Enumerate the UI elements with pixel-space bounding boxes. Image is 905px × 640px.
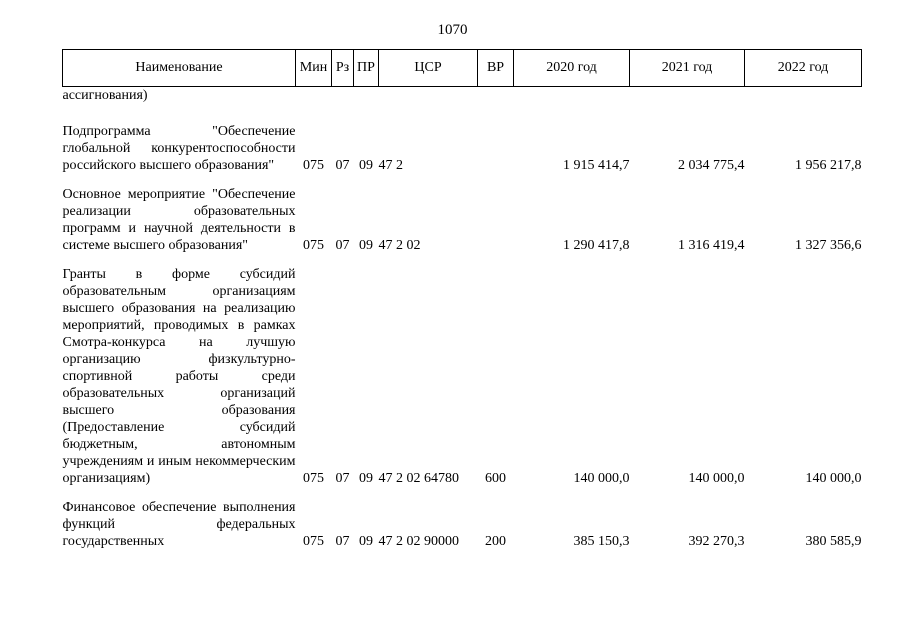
page-number: 1070: [437, 22, 468, 38]
table-row: [63, 104, 862, 174]
row-pr: [354, 87, 379, 105]
row-rz: 07: [335, 238, 350, 253]
row-pr: 09: [359, 158, 373, 173]
row-2022: 1 956 217,8: [795, 158, 862, 173]
row-csr: 47 2: [378, 158, 403, 173]
table-row: [63, 254, 862, 487]
row-csr: [379, 87, 478, 105]
row-pr: 09: [359, 534, 373, 549]
row-min: [296, 87, 332, 105]
row-rz: [332, 87, 354, 105]
row-csr: 47 2 02 90000: [378, 534, 459, 549]
row-pr: 09: [359, 471, 373, 486]
row-2022: 380 585,9: [805, 534, 862, 549]
row-rz: 07: [335, 471, 350, 486]
row-name: Финансовое обеспечение выполнения функций федеральных государственных: [62, 500, 296, 549]
table-row: [63, 174, 862, 254]
table-row: [63, 487, 862, 550]
row-2022: [745, 87, 862, 105]
row-min: 075: [303, 158, 324, 173]
row-pr: 09: [359, 238, 373, 253]
row-rz: 07: [335, 158, 350, 173]
row-2020: 1 915 414,7: [563, 158, 630, 173]
row-2020: 140 000,0: [573, 471, 630, 486]
row-min: 075: [303, 471, 324, 486]
row-name: ассигнования): [62, 88, 148, 103]
row-vr: 200: [485, 534, 506, 549]
header-csr: ЦСР: [379, 50, 478, 87]
row-2020: 385 150,3: [573, 534, 630, 549]
row-vr: [478, 87, 514, 105]
row-csr: 47 2 02: [378, 238, 421, 253]
header-2021: 2021 год: [630, 50, 745, 87]
header-min: Мин: [296, 50, 332, 87]
row-min: 075: [303, 534, 324, 549]
header-rz: Рз: [332, 50, 354, 87]
row-rz: 07: [335, 534, 350, 549]
header-vr: ВР: [478, 50, 514, 87]
row-2020: 1 290 417,8: [563, 238, 630, 253]
header-2022: 2022 год: [745, 50, 862, 87]
table-row: [63, 87, 862, 105]
row-csr: 47 2 02 64780: [378, 471, 459, 486]
header-2020: 2020 год: [514, 50, 630, 87]
row-2021: [630, 87, 745, 105]
row-2020: [514, 87, 630, 105]
row-vr: [478, 174, 514, 254]
row-2022: 140 000,0: [805, 471, 862, 486]
row-2021: 1 316 419,4: [678, 238, 745, 253]
table-header-row: [63, 50, 862, 87]
row-vr: [478, 104, 514, 174]
row-name: Гранты в форме субсидий образовательным организациям высшего образования на реализацию мероприятий, проводимых в рамках Смотра-конкурса на лучшую организацию физкультурно-спортивной работы среди образовательных организаций высшего образования (Предоставление субсидий бюджетным, автономным учреждениям и иным некоммерческим организациям): [62, 267, 296, 486]
header-pr: ПР: [354, 50, 379, 87]
header-name: Наименование: [63, 50, 296, 87]
row-2022: 1 327 356,6: [795, 238, 862, 253]
row-vr: 600: [485, 471, 506, 486]
row-2021: 392 270,3: [688, 534, 745, 549]
row-name: Подпрограмма "Обеспечение глобальной конкурентоспособности российского высшего образования": [62, 124, 296, 173]
row-2021: 2 034 775,4: [678, 158, 745, 173]
budget-table: [62, 49, 862, 550]
row-name: Основное мероприятие "Обеспечение реализации образовательных программ и научной деятельности в системе высшего образования": [62, 187, 296, 253]
row-2021: 140 000,0: [688, 471, 745, 486]
row-min: 075: [303, 238, 324, 253]
